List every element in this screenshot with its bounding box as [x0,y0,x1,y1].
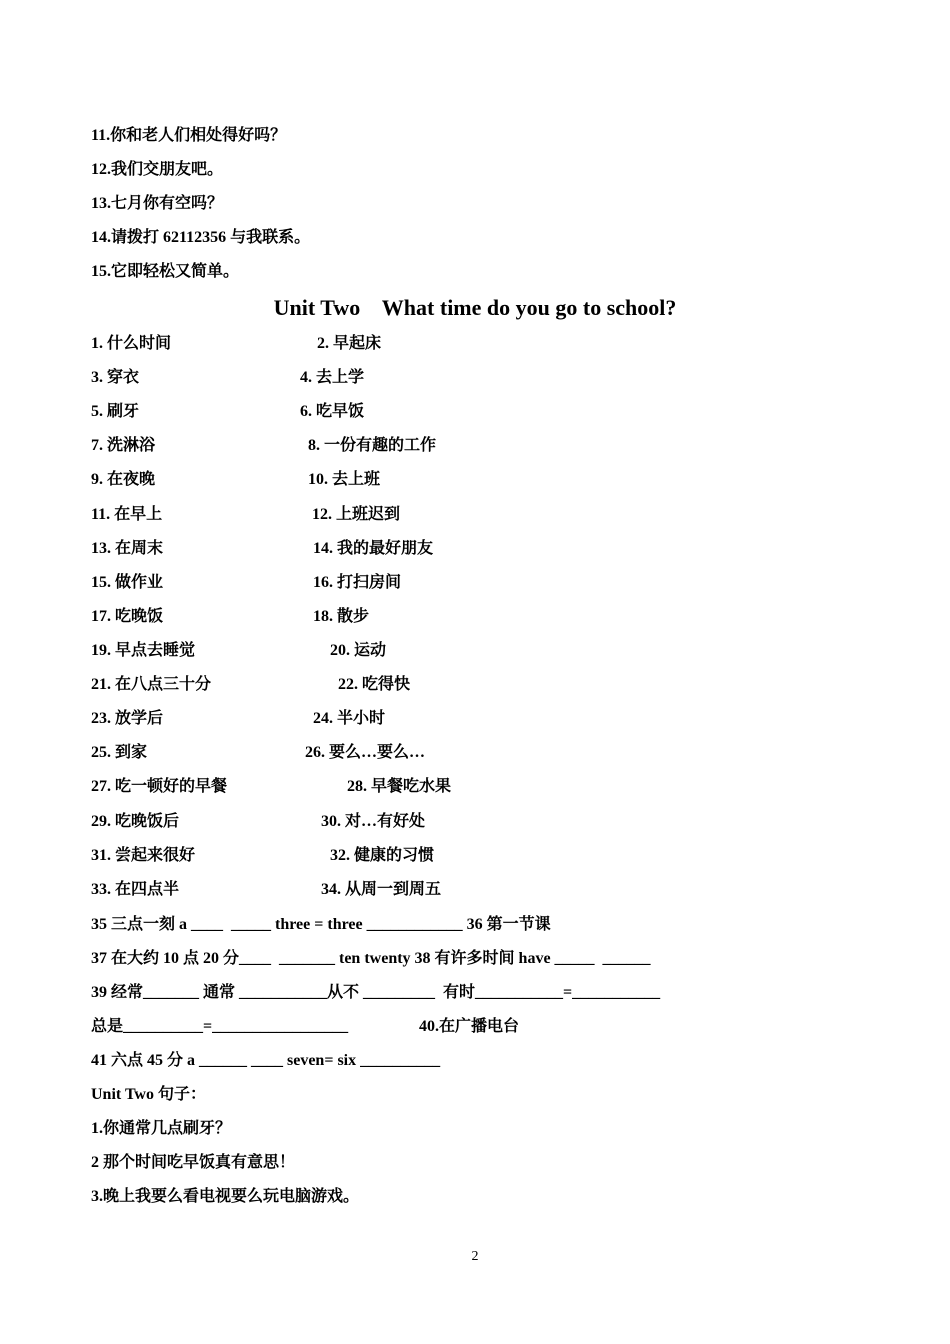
phrase-right: 8. 一份有趣的工作 [308,437,437,454]
sentence-item: 14.请拨打 62112356 与我联系。 [91,229,311,246]
phrase-left: 19. 早点去睡觉 [91,642,196,659]
fill-line: 37 在大约 10 点 20 分____ _______ ten twenty 38 有许多时间 have _____ ______ [91,950,651,967]
fill-line: 35 三点一刻 a ____ _____ three = three ____________ 36 第一节课 [91,916,551,933]
phrase-right: 34. 从周一到周五 [321,881,442,898]
sentence-item: 11.你和老人们相处得好吗？ [91,127,287,144]
fill-line: 41 六点 45 分 a ______ ____ seven= six __________ [91,1052,441,1069]
phrase-left: 23. 放学后 [91,710,164,727]
phrase-right: 24. 半小时 [313,710,386,727]
phrase-left: 11. 在早上 [91,506,163,523]
phrase-left: 9. 在夜晚 [91,471,156,488]
phrase-right: 32. 健康的习惯 [330,847,435,864]
phrase-right: 18. 散步 [313,608,370,625]
phrase-right: 2. 早起床 [317,335,382,352]
phrase-left: 31. 尝起来很好 [91,847,196,864]
phrase-right: 12. 上班迟到 [312,506,401,523]
phrase-40: 40.在广播电台 [419,1018,520,1035]
sentence-item: 12.我们交朋友吧。 [91,161,224,178]
phrase-left: 3. 穿衣 [91,369,140,386]
phrase-right: 20. 运动 [330,642,387,659]
phrase-right: 26. 要么…要么… [305,744,426,761]
phrase-left: 33. 在四点半 [91,881,180,898]
phrase-left: 15. 做作业 [91,574,164,591]
phrase-right: 14. 我的最好朋友 [313,540,434,557]
phrase-left: 21. 在八点三十分 [91,676,212,693]
fill-line: 39 经常_______ 通常 ___________从不 _________ 有时___________=___________ [91,984,661,1001]
phrase-left: 27. 吃一顿好的早餐 [91,778,228,795]
sentence-item: 13.七月你有空吗？ [91,195,224,212]
phrase-right: 10. 去上班 [308,471,381,488]
phrase-right: 6. 吃早饭 [300,403,365,420]
sentence-item: 1.你通常几点刷牙？ [91,1120,232,1137]
phrase-left: 1. 什么时间 [91,335,172,352]
phrase-right: 16. 打扫房间 [313,574,402,591]
unit-heading: Unit Two What time do you go to school? [273,295,677,320]
phrase-left: 7. 洗淋浴 [91,437,156,454]
phrase-right: 28. 早餐吃水果 [347,778,452,795]
phrase-left: 5. 刷牙 [91,403,140,420]
phrase-right: 4. 去上学 [300,369,365,386]
page-number: 2 [471,1249,479,1264]
phrase-left: 25. 到家 [91,744,148,761]
sentence-item: 3.晚上我要么看电视要么玩电脑游戏。 [91,1188,360,1205]
phrase-left: 13. 在周末 [91,540,164,557]
phrase-left: 17. 吃晚饭 [91,608,164,625]
sentences-heading: Unit Two 句子： [91,1086,206,1103]
phrase-left: 29. 吃晚饭后 [91,813,180,830]
fill-line-always: 总是__________=_________________ [91,1018,349,1035]
sentence-item: 2 那个时间吃早饭真有意思！ [91,1154,296,1171]
phrase-right: 22. 吃得快 [338,676,411,693]
sentence-item: 15.它即轻松又简单。 [91,263,240,280]
phrase-right: 30. 对…有好处 [321,813,426,830]
